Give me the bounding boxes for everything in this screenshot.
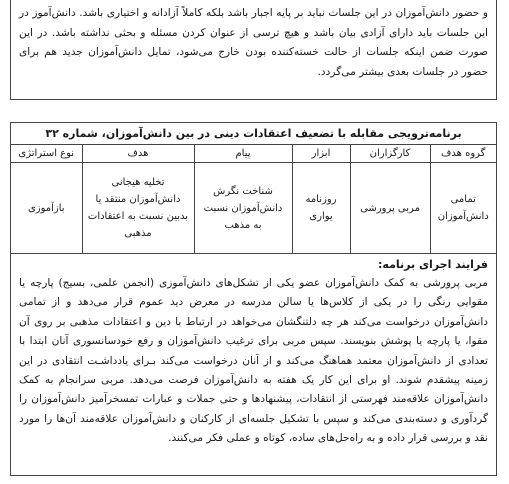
header-strategy-type: نوع استراتژی [11, 145, 82, 163]
header-goal: هدف [82, 145, 194, 163]
intro-box [10, 0, 497, 100]
cell-tools: روزنامه یواری [292, 163, 350, 254]
cell-target-group: تمامی دانش‌آموزان [430, 163, 496, 254]
header-message: پیام [194, 145, 292, 163]
program-title: برنامه‌ترویجی مقابله با تضعیف اعتقادات دینی در بین دانش‌آموزان، شماره ۳۲ [11, 123, 496, 145]
strategy-table [11, 145, 496, 254]
cell-agents: مربی پرورشی [350, 163, 430, 254]
cell-strategy-type: بازآموزی [11, 163, 82, 254]
header-tools: ابزار [292, 145, 350, 163]
header-agents: کارگزاران [350, 145, 430, 163]
process-heading: فرایند اجرای برنامه: [378, 258, 488, 271]
table-header-row [11, 145, 496, 163]
process-text: مربی پرورشی به کمک دانش‌آموزان عضو یکی از تشکل‌های دانش‌آموزی (انجمن علمی، بسیج) پارچه یا مقوایی رنگی را در یکی از کلاس‌ها یا سالن مدرسه در معرض دید عموم قرار می‌دهد و از تمامی دانش‌آموزان درخواست می‌کند هر چه دلتنگشان می‌خواهد در ارتباط با دین و اعتقادات مذهبی بر روی آن مقوا، یا پارچه یا پوشش بنویسند. سپس مربی برای ترغیب دانش‌آموزان و رفع خودسانسوری آنان ابتدا با تعدادی از دانش‌آموزان معتمد هماهنگ می‌کند و از آنان درخواست می‌کند بـرای یادداشـت انتقادی در این زمینه پیشقدم شوند. او برای این کار یک هفته به دانش‌آموزان فرصت می‌دهد. مربی سرانجام به کمک دانش‌آموزان علاقه‌مند فهرستی از انتقادات، پیشنهادها و حتی جملات و عبارات تمسخرآمیز دانش‌آموزان را گردآوری و دسته‌بندی می‌کند و سپس با تشکیل جلسه‌ای از کارکنان و دانش‌آموزان علاقه‌مند آن‌ها را مورد نقد و بررسی قرار داده و به راه‌حل‌های ساده، کوتاه و عملی فکر می‌کنند. [19, 277, 488, 445]
header-target-group: گروه هدف [430, 145, 496, 163]
cell-goal: تخلیه هیجانی دانش‌آموزان منتقد یا بدبین نسبت به اعتقادات مذهبی [82, 163, 194, 254]
intro-paragraph: و حضور دانش‌آموزان در این جلسات نباید بر پایه اجبار باشد بلکه کاملاً آزادانه و اختیاری باشد. دانش‌آموز در این جلسات باید دارای آزادی بیان باشد و هیچ ترسی از عنوان کردن مسئله و بحثی نداشته باشد. در این صورت ضمن اینکه جلسات از حالت خسته‌کننده بودن خارج می‌شود، تمایل دانش‌آموزان جدید هم برای حضور در جلسات بعدی بیشتر می‌گردد. [19, 7, 488, 78]
program-box [10, 122, 497, 476]
cell-message: شناخت نگرش دانش‌آموزان نسبت به مذهب [194, 163, 292, 254]
table-row [11, 163, 496, 254]
